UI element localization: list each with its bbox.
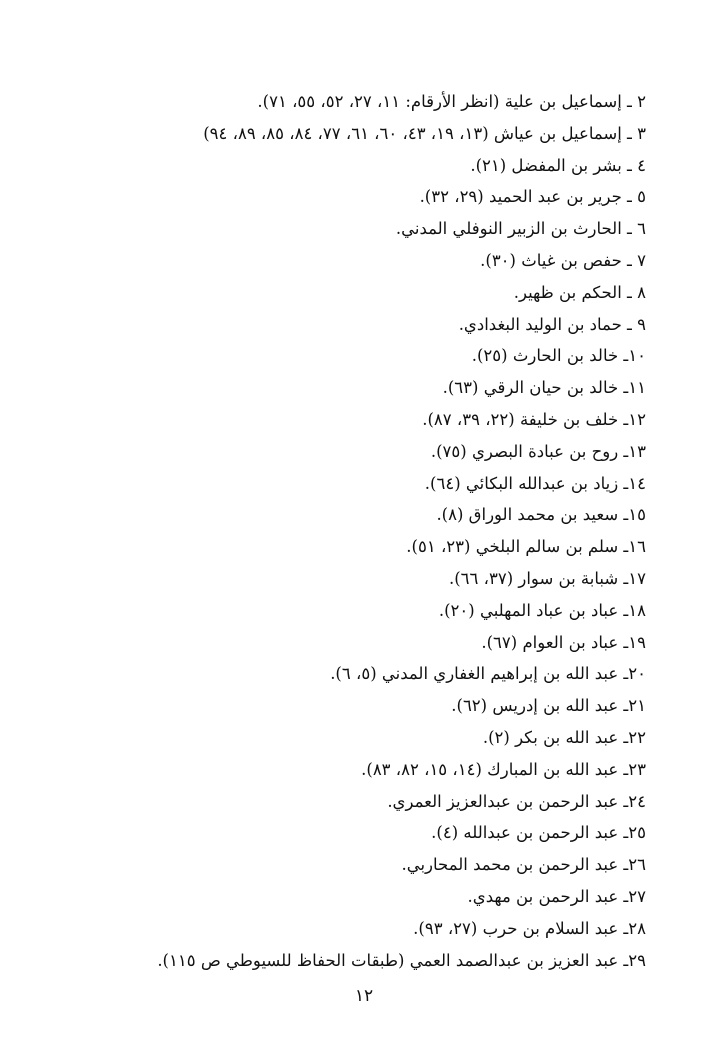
list-item: ٢٠ـ عبد الله بن إبراهيم الغفاري المدني (٥، ٦). [330, 664, 646, 684]
list-item: ٩ ـ حماد بن الوليد البغدادي. [458, 314, 646, 334]
list-item: ١٩ـ عباد بن العوام (٦٧). [481, 632, 646, 652]
list-item: ٤ ـ بشر بن المفضل (٢١). [470, 155, 646, 175]
list-item: ٣ ـ إسماعيل بن عياش (١٣، ١٩، ٤٣، ٦٠، ٦١، ٧٧، ٨٤، ٨٥، ٨٩، ٩٤) [203, 123, 646, 143]
list-item: ٢٨ـ عبد السلام بن حرب (٢٧، ٩٣). [413, 918, 646, 938]
list-item: ٥ ـ جرير بن عبد الحميد (٢٩، ٣٢). [419, 187, 646, 207]
narrator-list [26, 86, 646, 976]
list-item: ١٣ـ روح بن عبادة البصري (٧٥). [430, 441, 646, 461]
list-item: ٢٤ـ عبد الرحمن بن عبدالعزيز العمري. [387, 791, 646, 811]
list-item: ١٢ـ خلف بن خليفة (٢٢، ٣٩، ٨٧). [422, 409, 646, 429]
list-item: ١٧ـ شبابة بن سوار (٣٧، ٦٦). [448, 568, 646, 588]
list-item: ١٠ـ خالد بن الحارث (٢٥). [471, 346, 646, 366]
list-item: ٢٥ـ عبد الرحمن بن عبدالله (٤). [431, 823, 646, 843]
list-item: ٢٩ـ عبد العزيز بن عبدالصمد العمي (طبقات الحفاظ للسيوطي ص ١١٥). [157, 950, 646, 970]
list-item: ١٨ـ عباد بن عباد المهلبي (٢٠). [438, 600, 646, 620]
list-item: ٧ ـ حفص بن غياث (٣٠). [480, 250, 646, 270]
list-item: ٢٢ـ عبد الله بن بكر (٢). [482, 727, 646, 747]
page-number: ١٢ [354, 986, 374, 1006]
list-item: ٨ ـ الحكم بن ظهير. [513, 282, 646, 302]
list-item: ١٦ـ سلم بن سالم البلخي (٢٣، ٥١). [406, 537, 646, 557]
list-item: ١١ـ خالد بن حيان الرقي (٦٣). [442, 378, 646, 398]
list-item: ١٤ـ زياد بن عبدالله البكائي (٦٤). [424, 473, 646, 493]
list-item: ٢٣ـ عبد الله بن المبارك (١٤، ١٥، ٨٢، ٨٣). [361, 759, 646, 779]
list-item: ٢ ـ إسماعيل بن علية (انظر الأرقام: ١١، ٢٧، ٥٢، ٥٥، ٧١). [257, 92, 646, 111]
list-item: ١٥ـ سعيد بن محمد الوراق (٨). [436, 505, 646, 525]
list-item: ٢٦ـ عبد الرحمن بن محمد المحاربي. [401, 855, 646, 875]
list-item: ٢١ـ عبد الله بن إدريس (٦٢). [451, 696, 646, 716]
list-item: ٢٧ـ عبد الرحمن بن مهدي. [467, 886, 646, 906]
list-item: ٦ ـ الحارث بن الزبير النوفلي المدني. [395, 219, 646, 239]
